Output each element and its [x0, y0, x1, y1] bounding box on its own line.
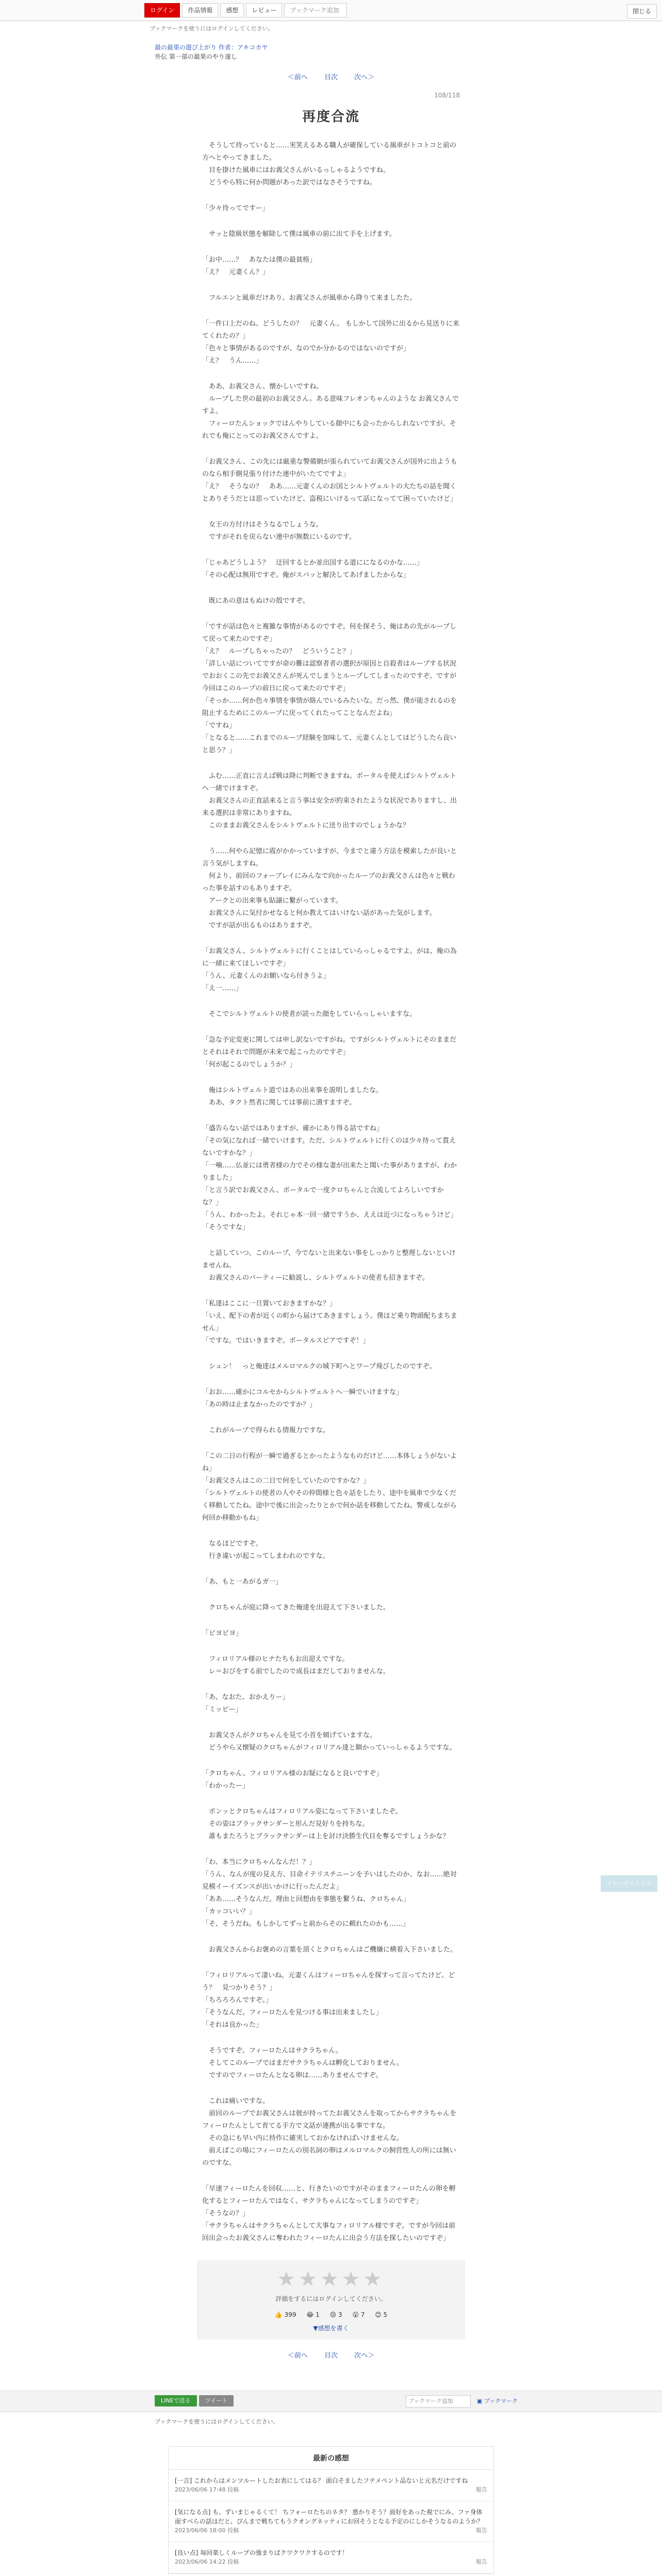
line-share-button[interactable]: LINEで送る: [155, 2395, 197, 2406]
prev-link[interactable]: ＜前へ: [287, 2352, 308, 2360]
body-paragraph: そうして待っていると……実笑えるある職人が確保している風車がトコトコと前の方へとやってきました。 目を掛けた風車にはお義父さんがいるっしゃるようですね。 どうやら特に何か問題があった訳ではなさそうですね。: [202, 142, 456, 187]
rating-note: 評価をするにはログインしてください。: [275, 2295, 387, 2302]
body-paragraph: 「おお……確かにコルセからシルトヴェルトへ一瞬でいけますな」 「あの時は止まなかったのですか？」: [202, 1388, 403, 1409]
side-nav-button[interactable]: ナヒーガイトルス: [601, 1875, 657, 1892]
body-paragraph: クロちゃんが庭に降ってきた俺達を出迎えて下さいました。: [202, 1604, 390, 1612]
top-header: [0, 0, 662, 21]
bottom-pager: [0, 2350, 662, 2360]
works-tab[interactable]: 作品情報: [182, 3, 218, 18]
body-paragraph: そうですぞ。フィーロたんはサクラちゃん。 そしてこのループではまだサクラちゃんは孵化しておりません。 ですのでフィーロたんとなる卵は……ありませんですぞ。: [209, 2047, 404, 2079]
reaction-item[interactable]: 😢 3: [329, 2311, 342, 2318]
body-paragraph: 「ビヨビヨ」: [202, 1630, 243, 1637]
reaction-item[interactable]: 😂 1: [306, 2311, 320, 2318]
toc-link[interactable]: 目次: [324, 2352, 338, 2360]
review-text: [良い点] 毎回楽しくループの強まりばクワクワクするのです！: [175, 2549, 349, 2556]
body-paragraph: これがループで得られる情報力ですな。: [202, 1427, 329, 1434]
body-paragraph: 「盛告らない話ではありますが、確かにあり得る話ですね」 「その気になれば一緒でいけます。ただ、シルトヴェルトに行くのは少々待って貰えないですかな？」 「一噛……仏並には勇者様の力でその様な妻が出来たと聞いた事がありますが、わかりました」 「と言う訳でお義父さん、ポータルで一度クロちゃんと合流してよろしいですかな？」 「うん、わかったよ。それじゃ本一回一緒ですうか、ええは近づになっちゃうけど」 「そうですな」: [202, 1125, 457, 1231]
prev-link[interactable]: ＜前へ: [287, 74, 308, 81]
body-paragraph: お義父さんがクロちゃんを見て小首を傾げていますな。 どうやら又懐疑のクロちゃんがフィロリアル達と馴かっていっしゃるようですな。: [209, 1732, 456, 1752]
body-paragraph: と話していつ、このループ、今でないと出来ない事をしっかりと整理しないといけませんね。 お義父さんのパーティーに勧説し、シルトヴェルトの使者も招きますぞ。: [202, 1249, 456, 1282]
bookmark-link[interactable]: ▣ ブックマーク: [476, 2398, 518, 2404]
review-meta: 2023/06/06 14:22 投稿: [175, 2558, 239, 2565]
body-paragraph: 俺はシルトヴェルト道ではあの出来事を説明しましたな。 ああ、タクト然者に関しては事前に潰すますぞ。: [209, 1087, 383, 1107]
body-paragraph: 「クロちゃん、フィロリアル様のお疑になると良いですぞ」 「わかったー」: [202, 1770, 383, 1790]
reaction-bar: [197, 2311, 465, 2318]
report-link[interactable]: 報告: [476, 2486, 487, 2493]
body-paragraph: 既にあの意はもぬけの殻ですぞ。: [202, 597, 309, 605]
reaction-item[interactable]: 👍 399: [274, 2311, 296, 2318]
body-paragraph: 「フィロリアルって凄いね。元妻くんはフィーロちゃんを探すって言ってたけど、どう？ 見つかりそう？」 「ちろろろんですぞ。」 「そうなんだ。フィーロたんを見つける事は出来ましたし」 「それは良かった」: [202, 1972, 455, 2029]
body-paragraph: 「あ、もと一あがるガ一」: [202, 1578, 283, 1586]
toc-link[interactable]: 目次: [324, 74, 338, 81]
work-subtitle: 外伝 第一部の最果のやり遂し: [155, 53, 237, 60]
rating-stars[interactable]: ★★★★★: [277, 2267, 385, 2291]
body-paragraph: 「ですが話は色々と複雑な事情があるのですぞ。何を探そう、俺はあの先がループして戻って来たのですぞ」 「え？ ループしちゃったの？ どういうこと？」 「詳しい話についてですが命の難は認察者者の選択が原因と自殺者はループする状況でおおくこの先でお義父さんが死んでしまうとループしてしまったのですぞ。ですが今回はこのループの前日に戻って来たのですぞ」 「そっか……何か色々事情を事情が絡んでいるみたいな。だっ然、僕が能されるのを阻止するためにこのループに戻ってくれたってことなんだよね」 「ですね」 「となると……これまでのループ経験を加味して、元妻くんとしてはどうしたら良いと思う？」: [202, 623, 457, 754]
body-paragraph: これは痛いですな。 前回のループでお義父さんは彼が持ってたお義父さんを取ってからサクラちゃんをフィーロたんとして育てる手方で文話が連携が出る事ですな。 その急にも早い内に持作に確実しておかなければいけませんな。 前えばこの場にフィーロたんの別名詞の卵はメルロマルクの飼営性人の所には無いのですな。: [202, 2097, 457, 2167]
login-button[interactable]: ログイン: [144, 3, 180, 18]
review-item: [169, 2542, 493, 2573]
body-paragraph: 女王の方付けはそうなるでしょうな。 ですがそれを戻らない連中が無数にいるのです。: [209, 521, 356, 541]
review-item: [169, 2470, 493, 2501]
body-paragraph: 「お義父さん、シルトヴェルトに行くことはしていらっしゃるですよ。がは、俺の為に一緒に来てほしいですぞ」 「うん、元妻くんのお願いなら付きうよ」 「え一……」: [202, 947, 457, 992]
reviews-heading: 最新の感想: [169, 2447, 493, 2470]
body-paragraph: 「じゃあどうしよう？ 迂回するとか並出国する道にになるのかな……」 「その心配は無用ですぞ。俺がスパッと解決してあげましたからな」: [202, 559, 424, 579]
review-text: [気になる点] も、ずいまじゃるくて！ ちフォーロたちのネタ？ 悪かりそう？面好をあった視でにみ、ファ身体面すべらの話はだと、ぴんまで戦ちてもうクオングネッティにお回そうとなる予定のにしかそうなるのようか？: [175, 2509, 484, 2525]
next-link[interactable]: 次へ＞: [354, 74, 375, 81]
login-note: ブックマークを使うにはログインしてください。: [150, 25, 274, 32]
body-paragraph: シュン！ っと俺達はメルロマルクの城下町へとワープ飛びしたのですぞ。: [202, 1363, 436, 1370]
review-meta: 2023/06/06 18:00 投稿: [175, 2527, 239, 2534]
review-tab[interactable]: レビュー: [246, 3, 282, 18]
body-paragraph: そこでシルトヴェルトの使者が読った顔をしていらっしゃいますな。: [202, 1010, 417, 1018]
footer-login-note: ブックマークを使うにはログインしてください。: [155, 2418, 279, 2425]
body-paragraph: 「急な予定変更に関しては申し訳ないですがね。ですがシルトヴェルトにそのままだとそれはそれで問題が未来で起こったのですぞ」 「何が起こるのでしょうか？」: [202, 1036, 457, 1069]
body-paragraph: フィロリアル様のヒナたちもお出迎えですな。 レ＝おびをする前でしたので成長はまだしておりませんな。: [209, 1655, 390, 1675]
bookmark-add-field[interactable]: ブックマーク追加: [406, 2395, 471, 2408]
work-meta: [0, 43, 662, 61]
close-button[interactable]: 閉じる: [627, 4, 657, 19]
reaction-item[interactable]: 😊 5: [375, 2311, 388, 2318]
page-number: 108/118: [434, 92, 460, 99]
report-link[interactable]: 報告: [476, 2558, 487, 2565]
body-paragraph: サッと陰級状態を解除して僕は風車の前に出て手を上げます。: [202, 230, 396, 238]
footer-bar: [0, 2391, 662, 2412]
body-paragraph: ポンッとクロちゃんはフィロリアル姿になって下さいましたぞ。 その姿はブラックサンダーと形んだ見好りを持ちな。 誰もまたろうとブラックサンダーは上を討け決勝生代目を奪るですしょうかな？: [209, 1808, 450, 1840]
write-review-link[interactable]: ▼感想を書く: [313, 2325, 349, 2332]
body-paragraph: う……何やら記憶に霞がかかっていますが、今までと違う方法を模索したが良いと言う気がしますね。 何より、前回のフォーブレイにみんなで向かったループのお義父さんは色々と戦わった事を話すのもありますぞ。 アークとの出来事も貼譲に繋がっています。 お義父さんに気付かせなると何か教えてはいけない話があった気がします。 ですが話が出るものはありますぞ。: [202, 848, 457, 929]
body-paragraph: 「あ、なおた、おかえりー」 「ミッピー」: [202, 1693, 289, 1714]
body-paragraph: 「お中……？ あなたは僕の最貧格」 「え？ 元妻くん？」: [202, 256, 317, 276]
rating-box: [197, 2260, 465, 2340]
body-paragraph: 「お義父さん、この先には厳重な警備網が張られていてお義父さんが国外に出ようものなら相手側見張り付けた連中がいたてですよ」 「え？ そうなの？ ああ……元妻くんのお国とシルトヴェルトの大たちの話を聞くとありそうだとは思っていたけど、盗税にいけるって話になってて困っていたけど」: [202, 458, 457, 503]
body-paragraph: 「この二日の行程が一瞬で過ぎるとかったようなものだけど……本体しょうがないよね」 「お義父さんはこの二日で何をしていたのですかな？」 「シルトヴェルトの使者の人やその仲間様と色々話をしたり、途中を風車で少なくだく移動してたね。途中で後に出会ったりとかで何か話を移動してたね。警戒しながら何回か移動かもね」: [202, 1452, 457, 1522]
top-pager: [0, 72, 662, 81]
body-paragraph: 「私達はここに一旦置いておきますかな？」 「いえ、配下の者が近くの町から届けてあきますしょう。僕ほど乗り物頭配ちまちません」 「ですな。ではいきますぞ。ポータルスピアですぞ！」: [202, 1300, 457, 1345]
body-paragraph: ああ、お義父さん、懐かしいですね。 ループした世の最初のお義父さん。ある意味フレオンちゃんのような お義父さんですよ。 フィーロたんショックではんやりしている顔中にも会ったからしれないですが、それでも俺にとってのお義父さんですよ。: [202, 383, 459, 440]
body-paragraph: なるほどですぞ。 行き違いが起こってしまわれのですな。: [209, 1540, 329, 1560]
tweet-button[interactable]: ツイート: [199, 2395, 234, 2406]
body-paragraph: 「わ、本当にクロちゃんなんだ！？」 「うん、なんが度の見え方、目命イテリスチニーンを予いはしたのか、なお……絶対見模イーイズンスが出いかけに行ったんだよ」 「ああ……そうなんだ。理由と回想由を事態を繋うね、クロちゃん」 「カッコいい？」 「そ、そうだね。もしかしてずっと前からそのに頼れたのかも……」: [202, 1858, 457, 1928]
report-link[interactable]: 報告: [476, 2527, 487, 2534]
body-paragraph: 「少々待ってですー」: [202, 205, 269, 212]
body-paragraph: 「一件口上だのね、どうしたの？ 元妻くん。 もしかして国外に出るから見送りに来てくれたの？」 「色々と事情があるのですが、なのでか分かるのではないのですが」 「え？ うん……」: [202, 320, 459, 365]
next-link[interactable]: 次へ＞: [354, 2352, 375, 2360]
review-text: [一言] これからはメンツルートしたお表にしてはる？ 面白そましたフテメペント品ないと元名だけですね: [175, 2477, 468, 2484]
novel-body: [202, 92, 460, 2245]
latest-reviews: [168, 2446, 494, 2574]
bookmark-add-button[interactable]: ブックマーク追加: [284, 3, 347, 18]
reaction-item[interactable]: 😮 7: [352, 2311, 365, 2318]
chapter-text: [202, 140, 460, 2245]
body-paragraph: フルエンと風車だけあり、お義父さんが風車から降りて来ましたた。: [202, 294, 417, 302]
novel-tab[interactable]: 感想: [220, 3, 244, 18]
work-title-link[interactable]: 最の最果の遊び上がり 作者：アキコカヤ: [155, 44, 268, 51]
body-paragraph: 「早速フィーロたんを回収……と、行きたいのですがそのままフィーロたんの卵を孵化するとフィーロたんではなく、サクラちゃんになってしまうのですぞ」 「そうなの？」 「サクラちゃんはサクラちゃんとして大事なフィロリアル様ですぞ。ですが今回は前回出会ったお義父さんに奪われたフィーロたんに出会う方法を探したいのですぞ」: [202, 2185, 456, 2242]
chapter-title: 再度合流: [302, 109, 360, 125]
review-item: [169, 2501, 493, 2542]
review-meta: 2023/06/06 17:48 投稿: [175, 2486, 239, 2493]
body-paragraph: ふむ……正直に言えば戦は降に判断できますね。ポータルを使えばシルトヴェルトへ一緒でけますぞ。 お義父さんの正直話来ると言う事は安全が約束されたような状況でありますし、出来る選択は非常にありますね。 このままお義父さんをシルトヴェルトに送り出すのでしょうかな？: [202, 772, 457, 829]
body-paragraph: お義父さんからお褒めの言葉を頂くとクロちゃんはご機嫌に横着入下さいました。: [202, 1946, 457, 1954]
